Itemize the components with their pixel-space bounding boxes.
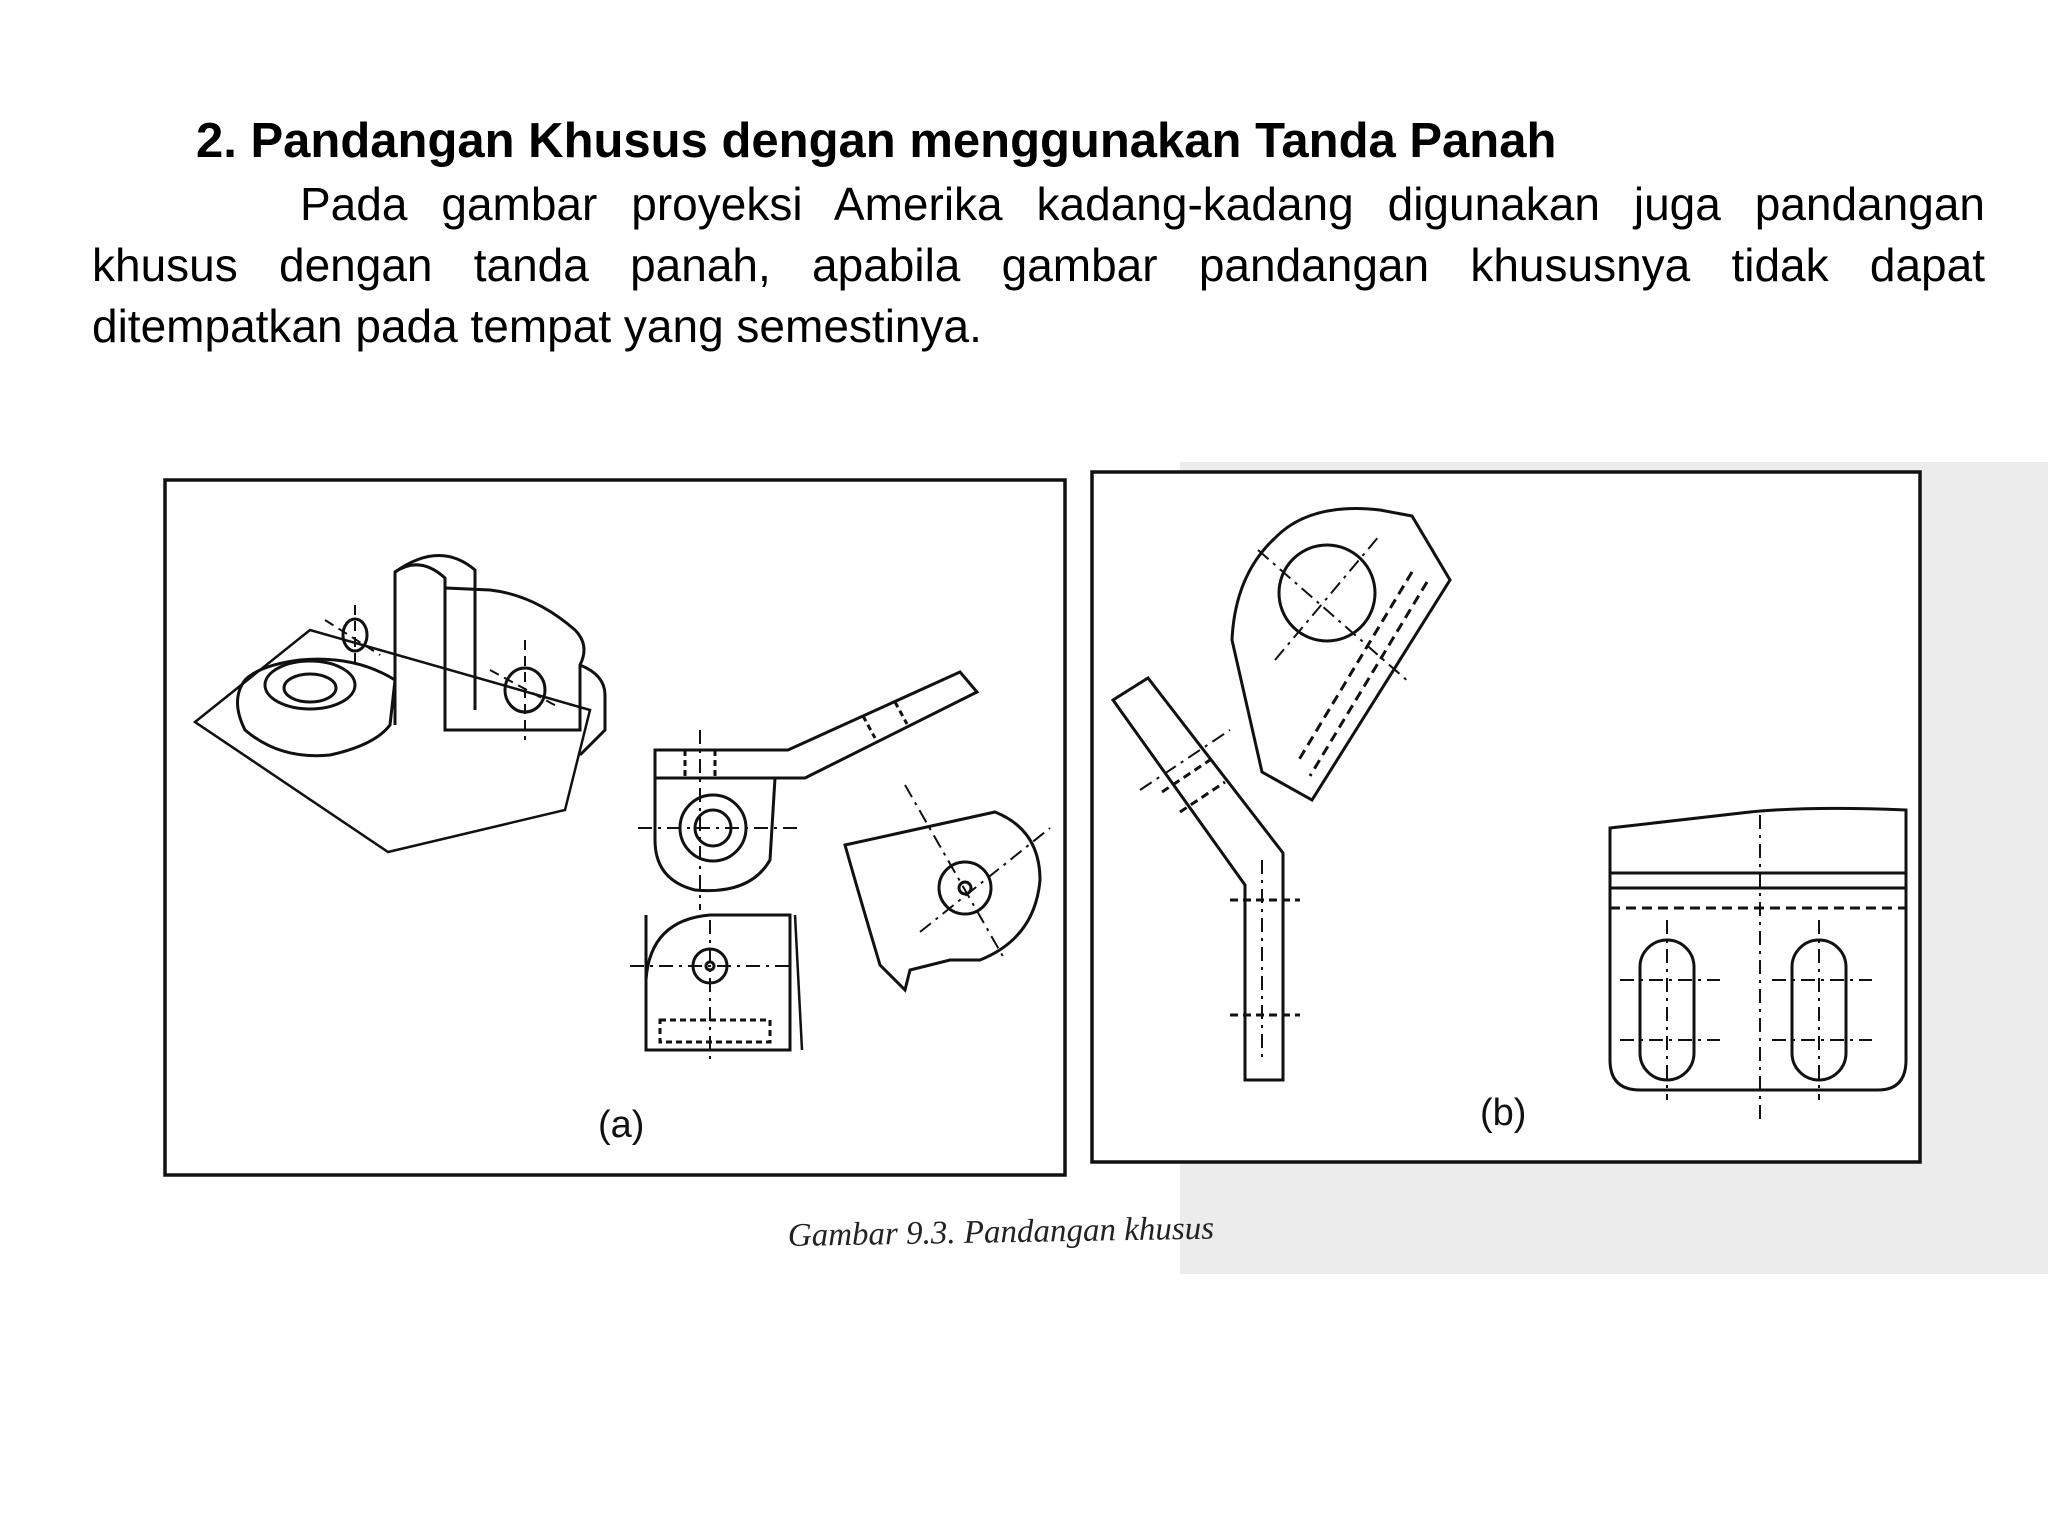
figure-scan [150,460,1950,1290]
figure-caption: Gambar 9.3. Pandangan khusus [787,1210,1215,1254]
panel-a-label: (a) [598,1104,645,1146]
panel-a [165,480,1065,1175]
front-view-drawing [638,778,800,891]
section-paragraph: Pada gambar proyeksi Amerika kadang-kadang digunakan juga pandangan khusus dengan tanda panah, apabila gambar pandangan khususnya tidak dapat ditempatkan pada tempat yang semestinya. [92,178,1985,352]
section-heading: 2. Pandangan Khusus dengan menggunakan Tanda Panah [196,114,1557,168]
auxiliary-view-drawing [845,785,1050,990]
panel-b [1092,472,1920,1162]
panel-b-label: (b) [1480,1092,1527,1134]
side-view-drawing [630,915,802,1060]
panel-b-frame [1092,472,1920,1162]
top-view-drawing [655,672,977,910]
isometric-bracket-drawing [195,555,605,852]
technical-drawing-figure [150,460,1950,1290]
